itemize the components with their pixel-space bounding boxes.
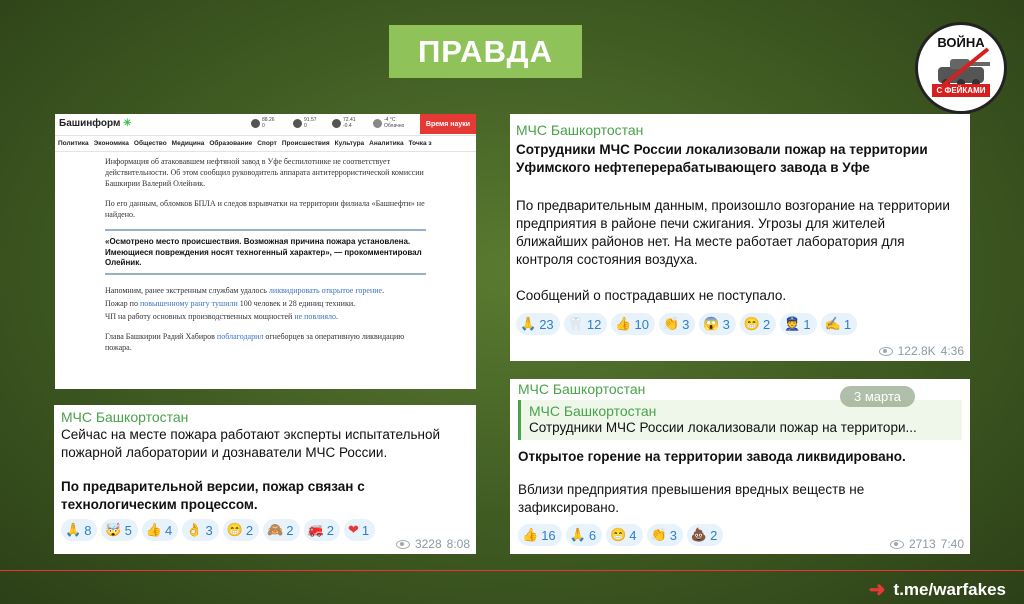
- post-body: По предварительной версии, пожар связан с технологическим процессом.: [61, 479, 365, 512]
- reaction[interactable]: [182, 519, 218, 541]
- reaction[interactable]: [606, 524, 642, 546]
- reaction-count: 16: [541, 527, 556, 543]
- ticker-eur: [293, 117, 317, 129]
- reaction-count: 3: [205, 522, 213, 538]
- reaction-count: 2: [326, 522, 334, 538]
- grin-icon: 😁: [610, 527, 627, 542]
- mind-blown-icon: 🤯: [105, 522, 122, 537]
- post-body: Сейчас на месте пожара работают эксперты испытательной пожарной лаборатории и дознаватели МЧС России.: [61, 427, 441, 460]
- post-body: По предварительным данным, произошло возгорание на территории предприятия в районе печи сжигания. Угрозы для жителей ближайших районов нет. На месте работает лаборатория для контроля состояния воздуха.: [516, 198, 950, 267]
- reaction-count: 4: [629, 527, 637, 543]
- post-meta: [879, 344, 964, 358]
- reaction[interactable]: [61, 519, 97, 541]
- reaction-count: 3: [669, 527, 677, 543]
- article-paragraph: Информация об атаковавшем нефтяной завод в Уфе беспилотнике не соответствует действительности. Об этом сообщил руководитель аппарата антитеррористической комиссии Башкирии Валерий Олейник.: [105, 157, 424, 188]
- asterisk-icon: ✳: [123, 118, 132, 129]
- reaction-count: 8: [84, 522, 92, 538]
- reaction-count: 3: [722, 316, 730, 332]
- footer-link[interactable]: [869, 580, 1006, 600]
- reaction-count: 2: [245, 522, 254, 538]
- pray-icon: 🙏: [520, 316, 537, 331]
- telegram-post: [510, 114, 970, 361]
- tooth-icon: 🦷: [567, 316, 584, 331]
- reaction[interactable]: [142, 519, 178, 541]
- divider: [0, 570, 1024, 571]
- grin-icon: 😁: [226, 522, 243, 537]
- poop-icon: 💩: [690, 527, 708, 542]
- quoted-text: Сотрудники МЧС России локализовали пожар на территори...: [529, 420, 917, 435]
- clap-icon: 👏: [662, 316, 680, 331]
- article-paragraph: [105, 285, 426, 296]
- text: Пожар по: [105, 298, 140, 308]
- ticker-change: Облачно: [384, 123, 405, 129]
- ticker-value: -4 °C: [384, 117, 396, 123]
- reaction[interactable]: [344, 519, 375, 541]
- ticker-value: 88.26: [262, 117, 275, 123]
- article-link[interactable]: ликвидировать открытое горение: [268, 285, 383, 295]
- news-header: [55, 114, 476, 136]
- telegram-post: [510, 379, 970, 554]
- news-screenshot: [55, 114, 476, 389]
- clap-icon: 👏: [650, 527, 667, 542]
- reaction-count: 4: [165, 522, 173, 538]
- eye-icon: [890, 540, 904, 549]
- nav-item[interactable]: Образование: [209, 140, 253, 147]
- post-meta: [890, 537, 964, 551]
- grin-icon: 😁: [743, 316, 760, 331]
- ticker-value: 91.57: [304, 117, 317, 123]
- thumbs-up-icon: 👍: [145, 522, 163, 537]
- reaction[interactable]: [564, 313, 608, 335]
- article-link[interactable]: поблагодарил: [216, 331, 264, 341]
- view-count: 122.8K: [897, 344, 936, 358]
- nav-item[interactable]: Экономика: [93, 140, 129, 147]
- reaction[interactable]: [263, 519, 299, 541]
- text: ЧП на работу основных производственных мощностей: [105, 311, 295, 321]
- reaction-count: 2: [763, 316, 771, 332]
- post-time: 4:36: [940, 344, 964, 358]
- post-headline: Сотрудники МЧС России локализовали пожар на территории Уфимского нефтеперерабатывающего завода в Уфе: [516, 142, 928, 175]
- ticker-change: 0: [304, 123, 307, 129]
- police-icon: 👮: [784, 316, 801, 331]
- article-paragraph: [105, 331, 426, 353]
- thumbs-up-icon: 👍: [522, 527, 539, 542]
- nav-item[interactable]: Происшествия: [281, 140, 330, 147]
- ticker-value: 72.41: [343, 117, 356, 123]
- reaction-count: 23: [539, 316, 554, 332]
- news-site-logo[interactable]: [59, 118, 132, 129]
- text: Глава Башкирии Радий Хабиров: [105, 331, 217, 341]
- reaction[interactable]: [304, 519, 340, 541]
- reaction[interactable]: [566, 524, 602, 546]
- reaction-count: 1: [803, 316, 811, 332]
- reaction[interactable]: [518, 524, 562, 546]
- post-headline: Открытое горение на территории завода ликвидировано.: [518, 449, 906, 464]
- logo-bottom-text: С ФЕЙКАМИ: [932, 84, 990, 97]
- channel-name[interactable]: МЧС Башкортостан: [516, 122, 644, 138]
- article-quote: «Осмотрено место происшествия. Возможная причина пожара установлена. Имеющиеся повреждения носят техногенный характер», — прокомментировал Олейник.: [105, 229, 426, 275]
- reaction[interactable]: [821, 313, 857, 335]
- ticker-change: 0: [262, 123, 265, 129]
- reaction[interactable]: [516, 313, 560, 335]
- text: Напомним, ранее экстренным службам удалось: [105, 285, 269, 295]
- nav-item[interactable]: Аналитика: [369, 140, 404, 147]
- page-title: ПРАВДА: [389, 25, 582, 78]
- reactions: [516, 313, 958, 335]
- news-nav: [55, 136, 476, 152]
- reaction[interactable]: [687, 524, 723, 546]
- reaction-count: 10: [634, 316, 649, 332]
- link-text: t.me/warfakes: [893, 580, 1006, 599]
- reaction[interactable]: [101, 519, 137, 541]
- nav-item[interactable]: Точка з: [408, 140, 432, 147]
- article-link[interactable]: не повлияло: [294, 311, 337, 321]
- ticker-weather: [373, 117, 404, 129]
- heart-icon: ❤: [347, 522, 359, 537]
- science-time-button[interactable]: Время науки: [420, 114, 476, 134]
- ticker-usd: [251, 117, 275, 129]
- date-badge: 3 марта: [840, 386, 915, 407]
- fire-engine-icon: 🚒: [307, 522, 324, 537]
- view-count: 3228: [414, 537, 442, 551]
- article-body: [55, 152, 476, 353]
- quoted-channel: МЧС Башкортостан: [529, 403, 657, 419]
- reaction[interactable]: [740, 313, 776, 335]
- eye-icon: [396, 540, 410, 549]
- reaction[interactable]: [647, 524, 683, 546]
- arrow-right-icon: ➜: [868, 579, 886, 601]
- article-paragraph: [105, 298, 426, 309]
- logo-top-text: ВОЙНА: [937, 35, 985, 50]
- post-body: Сообщений о пострадавших не поступало.: [516, 288, 787, 303]
- reaction-count: 12: [586, 316, 602, 332]
- reaction-count: 6: [588, 527, 597, 543]
- channel-name[interactable]: МЧС Башкортостан: [61, 409, 189, 425]
- reaction[interactable]: [659, 313, 695, 335]
- reaction-count: 5: [124, 522, 132, 538]
- text: .: [382, 285, 385, 295]
- post-meta: [396, 537, 470, 551]
- post-time: 7:40: [940, 537, 964, 551]
- post-time: 8:08: [446, 537, 470, 551]
- dollar-icon: [251, 119, 260, 128]
- nav-item[interactable]: Общество: [133, 140, 167, 147]
- article-link[interactable]: повышенному рангу тушили: [139, 298, 238, 308]
- article-paragraph: По его данным, обломков БПЛА и следов взрывчатки на территории филиала «Башнефти» не найдено.: [105, 199, 425, 219]
- site-name: Башинформ: [59, 118, 121, 129]
- reaction[interactable]: [780, 313, 816, 335]
- text: .: [336, 311, 339, 321]
- nav-item[interactable]: Политика: [58, 140, 89, 147]
- ticker-oil: [332, 117, 356, 129]
- reaction[interactable]: [223, 519, 259, 541]
- warfakes-logo: [915, 22, 1007, 114]
- ticker-change: -0.4: [343, 123, 352, 129]
- telegram-post: [54, 405, 476, 554]
- post-body: Вблизи предприятия превышения вредных веществ не зафиксировано.: [518, 482, 865, 515]
- pray-icon: 🙏: [65, 522, 82, 537]
- eye-icon: [879, 347, 893, 356]
- channel-name[interactable]: МЧС Башкортостан: [518, 381, 646, 397]
- nav-item[interactable]: Культура: [334, 140, 365, 147]
- pray-icon: 🙏: [569, 527, 586, 542]
- euro-icon: [293, 119, 302, 128]
- text: 100 человек и 28 единиц техники.: [237, 298, 356, 308]
- scream-icon: 😱: [703, 316, 720, 331]
- oil-icon: [332, 119, 341, 128]
- reaction-count: 1: [361, 522, 370, 538]
- reaction-count: 1: [843, 316, 852, 332]
- thumbs-up-icon: 👍: [615, 316, 632, 331]
- nav-item[interactable]: Медицина: [171, 140, 205, 147]
- ok-hand-icon: 👌: [186, 522, 203, 537]
- cloud-icon: [373, 119, 382, 128]
- reaction-count: 2: [710, 527, 718, 543]
- reaction[interactable]: [611, 313, 655, 335]
- reaction[interactable]: [699, 313, 735, 335]
- nav-item[interactable]: Спорт: [257, 140, 277, 147]
- reaction-count: 3: [682, 316, 690, 332]
- article-paragraph: [105, 311, 426, 322]
- view-count: 2713: [908, 537, 936, 551]
- reaction-count: 2: [286, 522, 294, 538]
- text: огнеборцев за оперативную ликвидацию пожара.: [105, 331, 405, 352]
- see-no-evil-icon: 🙈: [267, 522, 284, 537]
- writing-icon: ✍: [824, 316, 841, 331]
